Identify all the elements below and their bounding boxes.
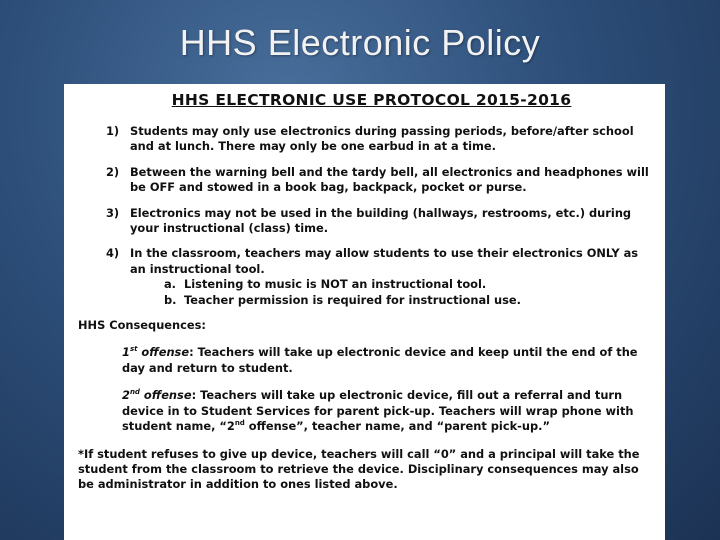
slide-title: HHS Electronic Policy: [179, 22, 541, 63]
rule-number: 3): [106, 205, 120, 220]
rule-1: [106, 124, 655, 155]
offense-label: 1st offense: [122, 345, 190, 360]
first-offense: [122, 345, 655, 376]
refusal-note: *If student refuses to give up device, teachers will call “0” and a principal will take the student from the classroom to retrieve the device. Disciplinary consequences may also be administrator in addition to ones listed above.: [78, 446, 640, 492]
policy-document: [64, 84, 665, 540]
rule-4: [106, 246, 655, 308]
sub-item-letter: b.: [164, 292, 177, 307]
sub-item-b: [164, 293, 655, 308]
sub-item-letter: a.: [164, 277, 177, 292]
sub-item-text: Listening to music is NOT an instructional tool.: [184, 277, 487, 292]
rule-number: 1): [106, 124, 120, 138]
offense-label: 2nd offense: [122, 388, 192, 403]
offense-text: : Teachers will take up electronic device, fill out a referral and turn device in to Student Services for parent pick-up. Teachers will wrap phone with student name, “2nd offense”, teacher name, and “parent pick-up.”: [122, 388, 634, 434]
sub-item-a: [164, 277, 655, 292]
rule-text: Students may only use electronics during passing periods, before/after school and at lunch. There may only be one earbud in at a time.: [130, 124, 634, 154]
rule-2: [106, 165, 655, 196]
rule-text: Between the warning bell and the tardy bell, all electronics and headphones will be OFF and stowed in a book bag, backpack, pocket or purse.: [130, 164, 649, 195]
second-offense: [122, 388, 655, 434]
rule-text: Electronics may not be used in the building (hallways, restrooms, etc.) during your instructional (class) time.: [130, 205, 632, 236]
offense-text: : Teachers will take up electronic device and keep until the end of the day and return to student.: [122, 345, 638, 375]
sub-item-text: Teacher permission is required for instructional use.: [184, 292, 521, 307]
rule-3: [106, 206, 655, 237]
rule-number: 4): [106, 246, 120, 261]
rule-text: In the classroom, teachers may allow students to use their electronics ONLY as an instructional tool.: [130, 246, 639, 276]
rule-number: 2): [106, 164, 120, 179]
consequences-heading: HHS Consequences:: [78, 318, 206, 333]
document-heading: HHS ELECTRONIC USE PROTOCOL 2015-2016: [171, 91, 572, 109]
